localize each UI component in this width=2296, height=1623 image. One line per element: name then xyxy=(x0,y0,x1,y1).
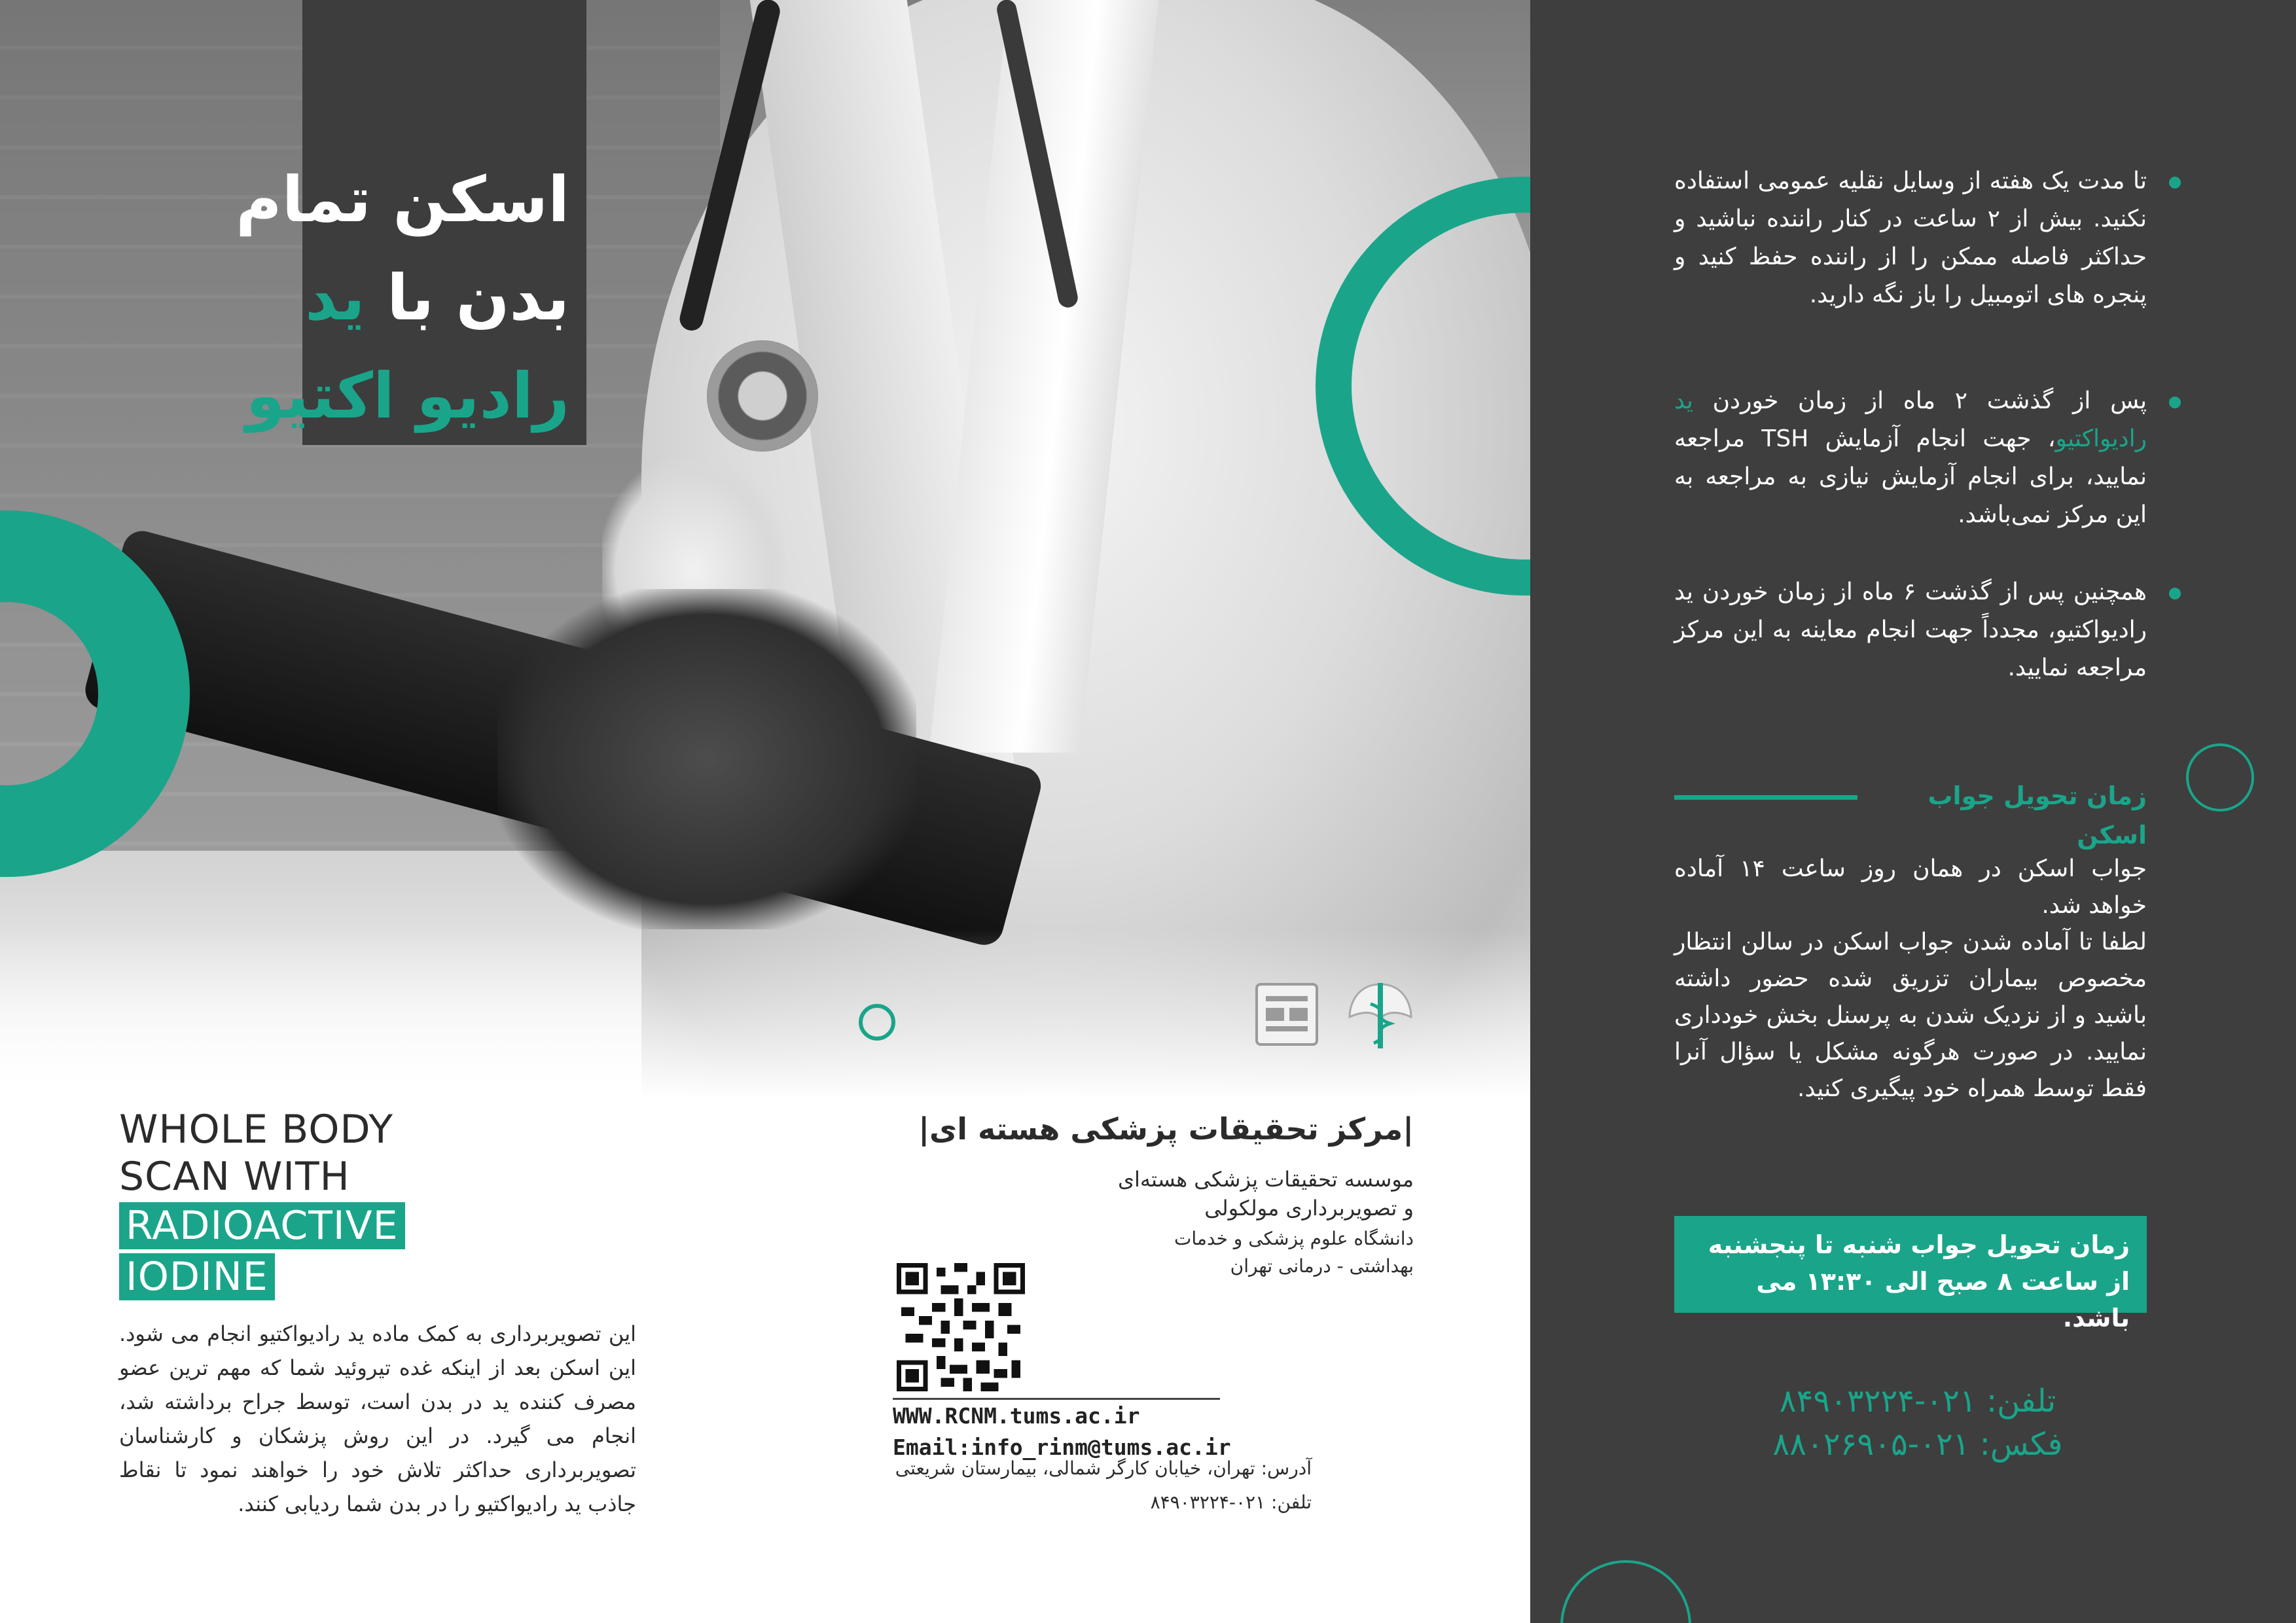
institute-line-1: موسسه تحقیقات پزشکی هسته‌ای xyxy=(1117,1167,1414,1192)
instruction-bullet-1: تا مدت یک هفته از وسایل نقلیه عمومی استفاده نکنید. بیش از ۲ ساعت در کنار راننده نباشید و حداکثر فاصله ممکن را از راننده حفظ کنید و پنجره های اتومبیل را باز نگه دارید. xyxy=(1674,162,2147,314)
bullet-2-text-a: پس از گذشت ۲ ماه از زمان خوردن xyxy=(1693,387,2147,414)
stethoscope-chestpiece xyxy=(707,340,818,452)
address-text: آدرس: تهران، خیابان کارگر شمالی، بیمارستان شریعتی xyxy=(895,1457,1312,1479)
instruction-bullet-2 xyxy=(1674,382,2147,534)
contact-rule xyxy=(893,1398,1220,1400)
english-title-line-2: SCAN WITH xyxy=(119,1154,350,1200)
english-title-line-3: RADIOACTIVE xyxy=(119,1202,405,1249)
institute-name xyxy=(982,1165,1414,1222)
phone-number: تلفن: ۰۲۱-۸۴۹۰۳۲۲۴ xyxy=(1779,1383,2056,1419)
scan-answer-heading: زمان تحویل جواب اسکن xyxy=(1928,781,2147,849)
hand xyxy=(497,589,916,929)
decorative-ring-right xyxy=(2186,743,2254,812)
main-title xyxy=(196,151,569,445)
english-title xyxy=(119,1106,405,1302)
bullet-2-highlight: ید رادیواکتیو xyxy=(1674,387,2147,452)
title-line-3: رادیو اکتیو xyxy=(245,359,569,433)
english-title-line-4: IODINE xyxy=(119,1253,275,1300)
scan-answer-text xyxy=(1674,851,2147,1107)
university-name xyxy=(982,1225,1414,1280)
email-link[interactable]: Email:info_rinm@tums.ac.ir xyxy=(893,1435,1231,1460)
medical-caduceus-logo-icon xyxy=(1344,978,1416,1054)
delivery-time-box: زمان تحویل جواب شنبه تا پنجشنبه از ساعت ۸ صبح الی ۱۳:۳۰ می باشد. xyxy=(1674,1216,2147,1313)
answer-paragraph-1: جواب اسکن در همان روز ساعت ۱۴ آماده خواهد شد. xyxy=(1674,855,2147,919)
answer-paragraph-2: لطفا تا آماده شدن جواب اسکن در سالن انتظار مخصوص بیماران تزریق شده حضور داشته باشید و از نزدیک شدن به پرسنل بخش خودداری نمایید. در صورت هرگونه مشکل یا سؤال آنرا فقط توسط همراه خود پیگیری کنید. xyxy=(1674,929,2147,1102)
title-line-2-highlight: ید xyxy=(305,261,365,334)
bullet-2-text-b: ، جهت انجام آزمایش TSH مراجعه نمایید، برای انجام آزمایش نیازی به مراجعه به این مرکز نمی‌باشد. xyxy=(1674,425,2147,528)
english-title-line-4-wrap xyxy=(119,1251,405,1302)
university-line-2: بهداشتی - درمانی تهران xyxy=(1230,1255,1414,1277)
title-line-1: اسکن تمام xyxy=(236,163,569,236)
center-phone: تلفن: ۰۲۱-۸۴۹۰۳۲۲۴ xyxy=(1150,1491,1312,1513)
university-logo-icon xyxy=(1254,982,1319,1047)
fax-number: فکس: ۰۲۱-۸۸۰۲۶۹۰۵ xyxy=(1772,1426,2063,1463)
university-line-1: دانشگاه علوم پزشکی و خدمات xyxy=(1174,1228,1414,1249)
english-title-line-3-wrap xyxy=(119,1200,405,1251)
small-teal-ring xyxy=(859,1004,895,1041)
title-line-2 xyxy=(196,249,569,347)
english-title-line-1: WHOLE BODY xyxy=(119,1107,393,1152)
website-link[interactable]: WWW.RCNM.tums.ac.ir xyxy=(893,1403,1140,1429)
instruction-bullet-3: همچنین پس از گذشت ۶ ماه از زمان خوردن ید رادیواکتیو، مجدداً جهت انجام معاینه به این مرکز مراجعه نمایید. xyxy=(1674,573,2147,687)
center-address xyxy=(893,1452,1312,1520)
title-line-2-text: بدن با xyxy=(365,261,569,334)
center-name: |مرکز تحقیقات پزشکی هسته ای| xyxy=(918,1111,1414,1147)
qr-code-icon[interactable] xyxy=(897,1263,1025,1391)
contact-numbers xyxy=(1689,1380,2147,1466)
heading-rule xyxy=(1674,795,1857,800)
scan-description: این تصویربرداری به کمک ماده ید رادیواکتیو انجام می شود. این اسکن بعد از اینکه غده تیروئید شما که مهم ترین عضو مصرف کننده ید در بدن است، توسط جراح برداشته شد، انجام می گیرد. در این روش پزشکان و کارشناسان تصویربرداری حداکثر تلاش خود را خواهند نمود تا نقاط جاذب ید رادیواکتیو را در بدن شما ردیابی کنند. xyxy=(119,1321,636,1516)
institute-line-2: و تصویربرداری مولکولی xyxy=(1204,1196,1414,1221)
